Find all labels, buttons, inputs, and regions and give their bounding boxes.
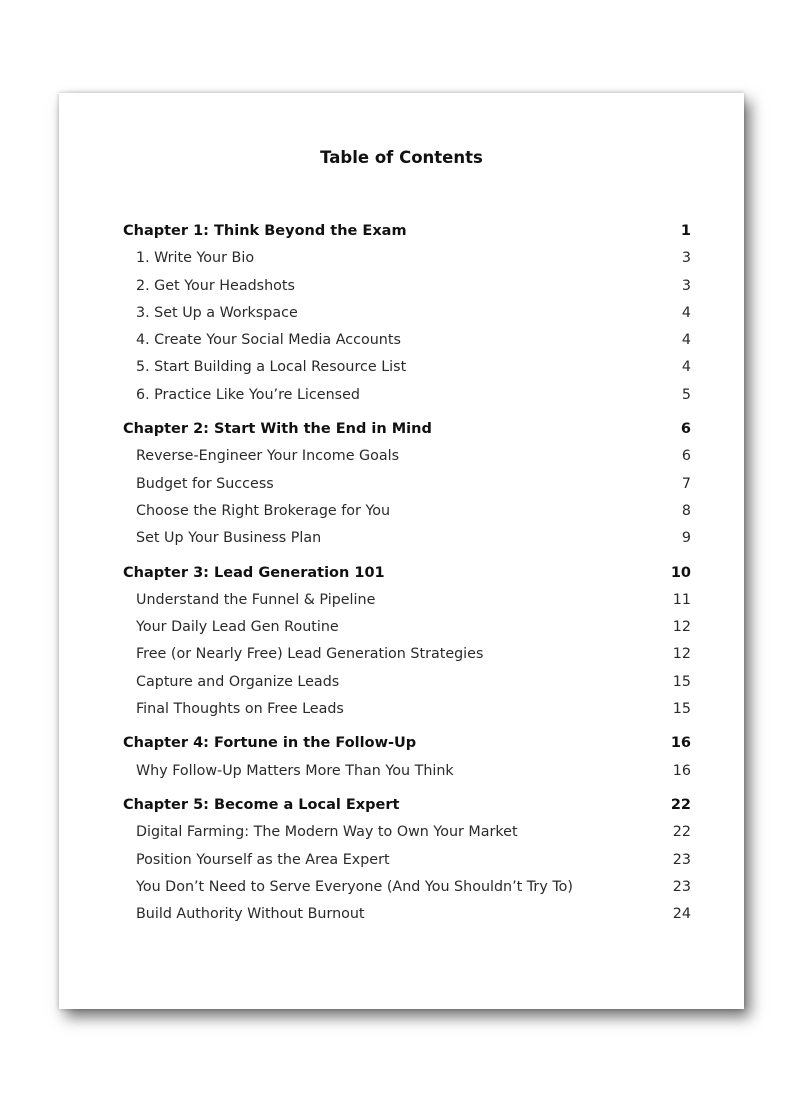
- section-title: Budget for Success: [136, 475, 274, 492]
- section-title: Why Follow-Up Matters More Than You Think: [136, 762, 454, 779]
- chapter-page-number: 1: [680, 223, 691, 239]
- section-page-number: 4: [681, 304, 691, 321]
- toc-chapter-2: [123, 416, 691, 552]
- section-title: 3. Set Up a Workspace: [136, 304, 298, 321]
- toc-section-row[interactable]: [123, 758, 691, 785]
- toc-chapter-1: [123, 218, 691, 409]
- toc-section-row[interactable]: [123, 245, 691, 272]
- section-title: 2. Get Your Headshots: [136, 277, 295, 294]
- section-page-number: 23: [672, 851, 691, 868]
- section-title: 4. Create Your Social Media Accounts: [136, 332, 401, 349]
- toc-chapter-row[interactable]: [123, 416, 691, 443]
- toc-section-row[interactable]: [123, 382, 691, 409]
- section-page-number: 22: [672, 824, 691, 841]
- section-title: Digital Farming: The Modern Way to Own Your Market: [136, 824, 518, 841]
- section-page-number: 24: [672, 906, 691, 923]
- chapter-page-number: 22: [670, 796, 691, 813]
- section-page-number: 4: [681, 359, 691, 376]
- section-title: Final Thoughts on Free Leads: [136, 701, 344, 718]
- toc-section-row[interactable]: [123, 471, 691, 498]
- toc-section-row[interactable]: [123, 273, 691, 300]
- section-page-number: 16: [672, 762, 691, 779]
- chapter-title: Chapter 5: Become a Local Expert: [123, 796, 400, 813]
- section-title: 1. Write Your Bio: [136, 250, 255, 267]
- chapter-page-number: 16: [670, 735, 691, 752]
- section-title: 5. Start Building a Local Resource List: [136, 359, 407, 376]
- toc-section-row[interactable]: [123, 498, 691, 525]
- toc-section-row[interactable]: [123, 874, 691, 901]
- section-page-number: 12: [672, 646, 691, 663]
- section-title: Your Daily Lead Gen Routine: [136, 619, 339, 636]
- section-title: 6. Practice Like You’re Licensed: [136, 386, 360, 403]
- section-page-number: 23: [672, 878, 691, 895]
- section-page-number: 8: [681, 502, 691, 519]
- section-title: Build Authority Without Burnout: [136, 906, 365, 923]
- section-page-number: 5: [681, 386, 691, 403]
- section-title: Choose the Right Brokerage for You: [136, 502, 391, 519]
- section-page-number: 11: [672, 591, 691, 608]
- toc-chapter-row[interactable]: [123, 792, 691, 819]
- chapter-page-number: 6: [680, 421, 691, 438]
- section-title: Position Yourself as the Area Expert: [136, 851, 390, 868]
- toc-chapter-row[interactable]: [123, 730, 691, 757]
- toc-chapter-row[interactable]: [123, 560, 691, 587]
- section-title: Capture and Organize Leads: [136, 673, 340, 690]
- toc-section-row[interactable]: [123, 847, 691, 874]
- toc-section-row[interactable]: [123, 525, 691, 552]
- table-of-contents: [123, 218, 691, 935]
- toc-chapter-4: [123, 730, 691, 785]
- page-title: Table of Contents: [320, 148, 483, 167]
- document-page: [59, 93, 744, 1009]
- section-page-number: 12: [672, 619, 691, 636]
- section-page-number: 6: [681, 448, 691, 465]
- toc-section-row[interactable]: [123, 641, 691, 668]
- chapter-title: Chapter 2: Start With the End in Mind: [123, 421, 432, 438]
- section-page-number: 15: [672, 701, 691, 718]
- chapter-title: Chapter 1: Think Beyond the Exam: [123, 223, 407, 239]
- section-title: Reverse-Engineer Your Income Goals: [136, 448, 400, 465]
- toc-chapter-3: [123, 560, 691, 724]
- toc-section-row[interactable]: [123, 354, 691, 381]
- chapter-title: Chapter 4: Fortune in the Follow-Up: [123, 735, 417, 752]
- toc-section-row[interactable]: [123, 669, 691, 696]
- toc-section-row[interactable]: [123, 443, 691, 470]
- section-page-number: 7: [681, 475, 691, 492]
- section-page-number: 3: [681, 250, 691, 267]
- toc-section-row[interactable]: [123, 901, 691, 928]
- toc-section-row[interactable]: [123, 300, 691, 327]
- toc-section-row[interactable]: [123, 696, 691, 723]
- chapter-title: Chapter 3: Lead Generation 101: [123, 564, 385, 581]
- section-page-number: 9: [681, 530, 691, 547]
- toc-section-row[interactable]: [123, 819, 691, 846]
- section-title: Understand the Funnel & Pipeline: [136, 591, 376, 608]
- toc-section-row[interactable]: [123, 327, 691, 354]
- toc-section-row[interactable]: [123, 614, 691, 641]
- toc-chapter-row[interactable]: [123, 218, 691, 245]
- section-page-number: 3: [681, 277, 691, 294]
- toc-chapter-5: [123, 792, 691, 928]
- section-title: Set Up Your Business Plan: [136, 530, 322, 547]
- section-title: You Don’t Need to Serve Everyone (And You Shouldn’t Try To): [136, 878, 573, 895]
- section-page-number: 15: [672, 673, 691, 690]
- section-page-number: 4: [681, 332, 691, 349]
- section-title: Free (or Nearly Free) Lead Generation Strategies: [136, 646, 484, 663]
- chapter-page-number: 10: [670, 564, 691, 581]
- toc-section-row[interactable]: [123, 587, 691, 614]
